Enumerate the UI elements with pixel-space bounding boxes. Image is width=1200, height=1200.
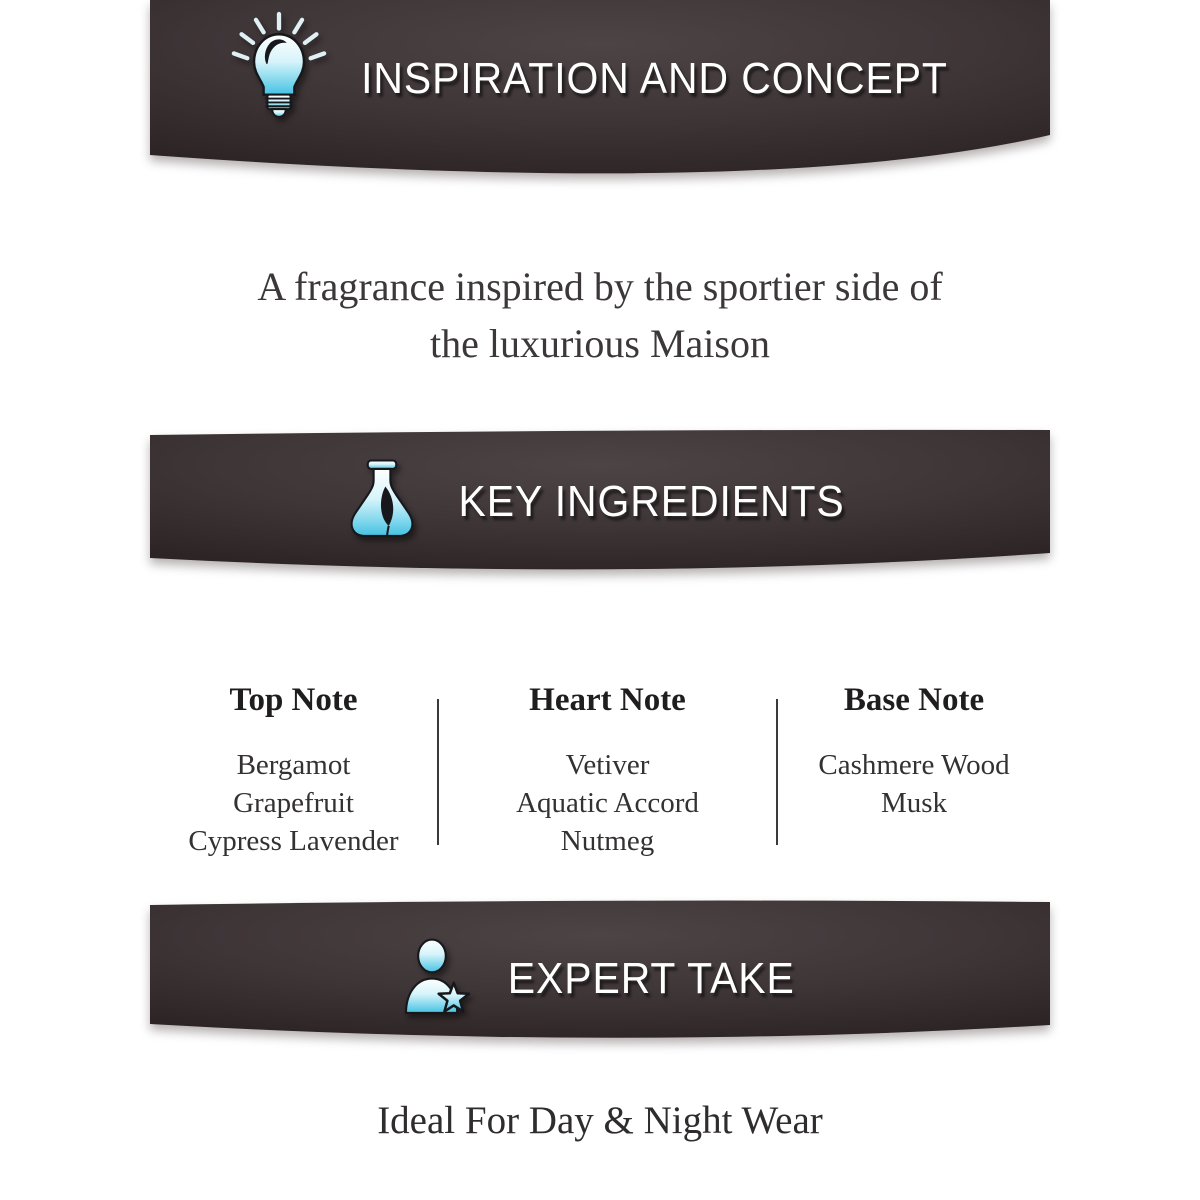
base-note-header: Base Note <box>843 682 985 718</box>
flask-leaf-icon <box>340 458 424 546</box>
inspiration-banner-content <box>150 4 1050 154</box>
lightbulb-icon <box>231 11 327 141</box>
inspiration-text-line1: A fragrance inspired by the sportier side of <box>257 264 943 309</box>
inspiration-text <box>150 258 1050 372</box>
top-note-item: Cypress Lavender <box>188 825 399 857</box>
key-ingredients-banner-content <box>150 441 1050 563</box>
heart-note-item: Vetiver <box>565 749 650 781</box>
top-note-column <box>150 674 437 860</box>
base-note-item: Cashmere Wood <box>818 749 1010 781</box>
heart-note-item: Nutmeg <box>560 825 655 857</box>
heart-note-item: Aquatic Accord <box>516 787 699 819</box>
heart-note-header: Heart Note <box>529 682 686 718</box>
expert-take-banner-title: EXPERT TAKE <box>507 954 795 1003</box>
inspiration-banner <box>150 0 1050 205</box>
top-note-header: Top Note <box>229 682 358 718</box>
fragrance-notes-section <box>150 674 1050 860</box>
expert-take-banner-content <box>150 921 1050 1037</box>
expert-take-banner <box>150 895 1050 1060</box>
base-note-column <box>778 674 1050 860</box>
key-ingredients-banner <box>150 425 1050 595</box>
top-note-item: Grapefruit <box>233 787 354 819</box>
heart-note-column <box>439 674 776 860</box>
inspiration-text-line2: the luxurious Maison <box>430 321 770 366</box>
key-ingredients-banner-title: KEY INGREDIENTS <box>458 477 846 526</box>
base-note-item: Musk <box>880 787 948 819</box>
inspiration-banner-title: INSPIRATION AND CONCEPT <box>360 54 948 103</box>
top-note-item: Bergamot <box>236 749 351 781</box>
person-star-icon <box>395 935 479 1023</box>
ideal-wear-text: Ideal For Day & Night Wear <box>377 1099 823 1142</box>
